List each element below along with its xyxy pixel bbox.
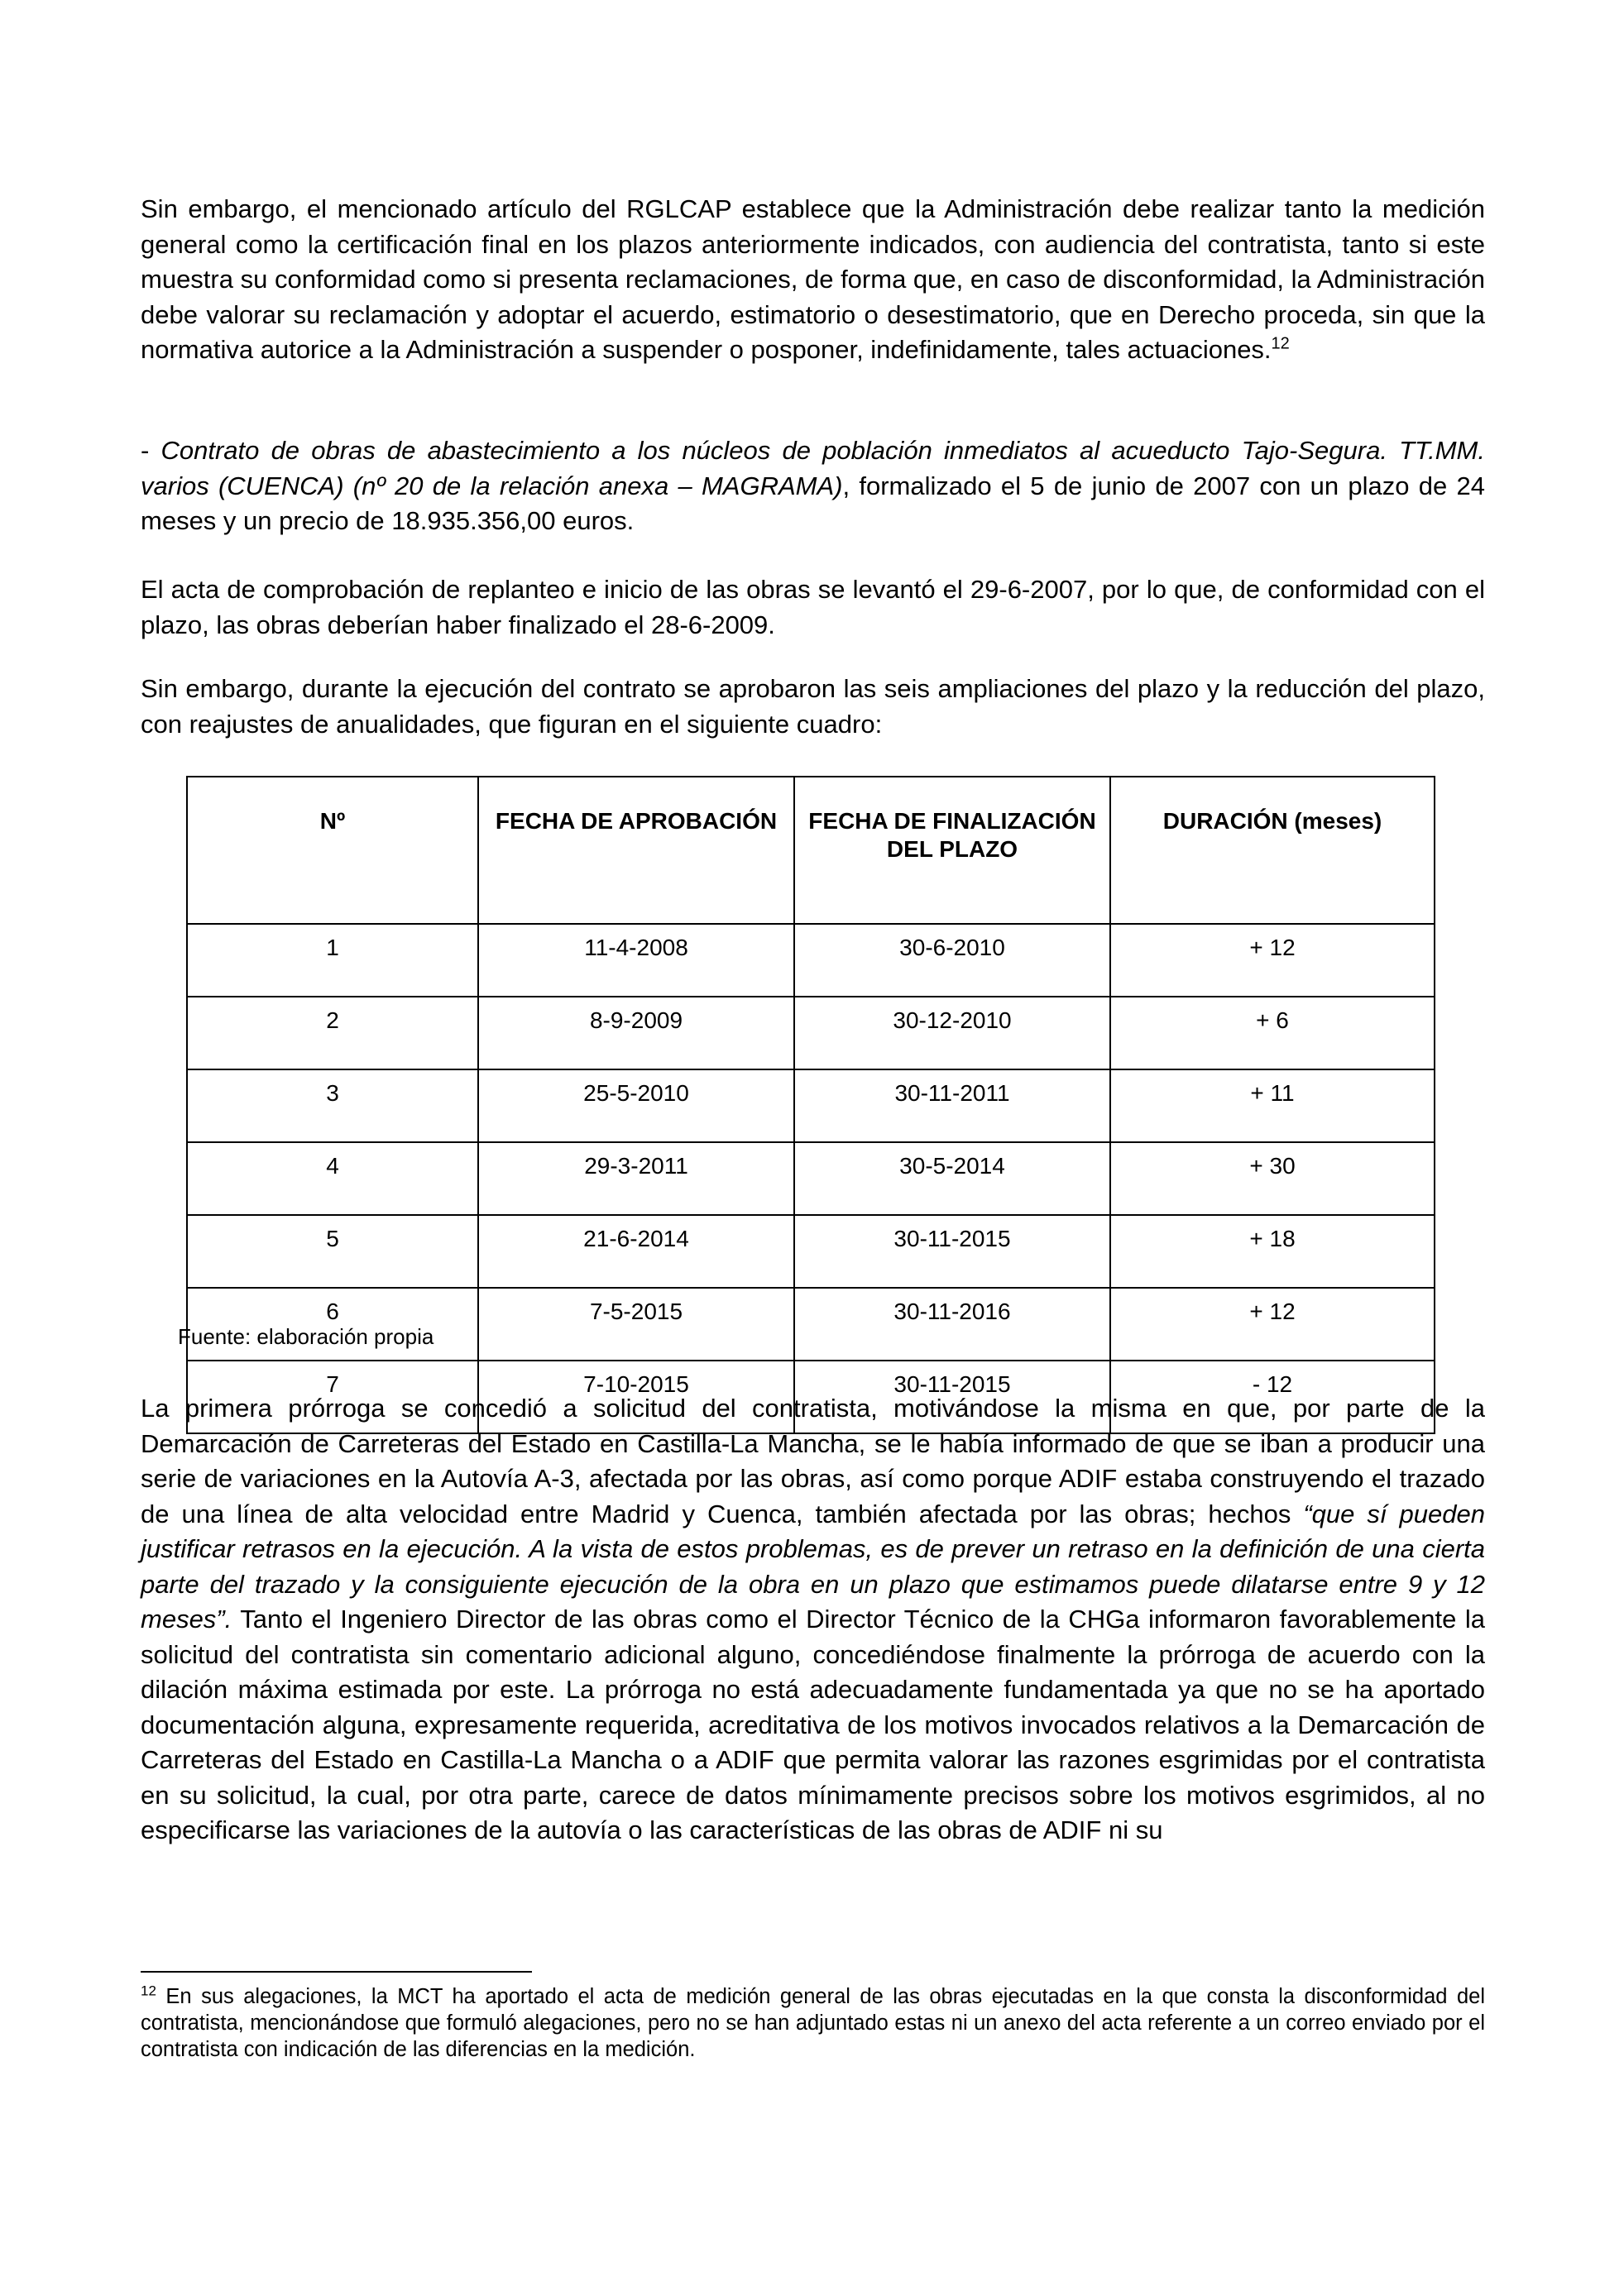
cell-fecha-finalizacion: 30-11-2016 — [794, 1288, 1110, 1361]
table-source-note: Fuente: elaboración propia — [178, 1324, 434, 1349]
cell-duracion: + 12 — [1110, 924, 1435, 997]
paragraph-ampliaciones: Sin embargo, durante la ejecución del contrato se aprobaron las seis ampliaciones del plazo y la reducción del plazo, con reajustes de anualidades, que figuran en el siguiente cuadro: — [141, 674, 1485, 739]
cell-numero: 1 — [187, 924, 478, 997]
footnote-separator — [141, 1971, 532, 1973]
paragraph-contract-heading — [141, 433, 1485, 539]
footnote-reference: 12 — [1271, 334, 1290, 353]
table-row — [187, 1069, 1435, 1142]
cell-fecha-aprobacion: 7-5-2015 — [478, 1288, 794, 1361]
cell-duracion: + 30 — [1110, 1142, 1435, 1215]
cell-fecha-aprobacion: 7-10-2015 — [478, 1361, 794, 1433]
paragraph-prefix: - — [141, 436, 161, 465]
cell-fecha-finalizacion: 30-12-2010 — [794, 997, 1110, 1069]
cell-numero: 5 — [187, 1215, 478, 1288]
paragraph-primera-prorroga — [141, 1391, 1485, 1849]
cell-numero: 6 — [187, 1288, 478, 1361]
cell-duracion: + 12 — [1110, 1288, 1435, 1361]
header-fecha-aprobacion: FECHA DE APROBACIÓN — [478, 777, 794, 924]
cell-numero: 3 — [187, 1069, 478, 1142]
table-row — [187, 1215, 1435, 1288]
table-row — [187, 924, 1435, 997]
paragraph-text: , formalizado el 5 de junio de 2007 con un plazo de 24 meses y un precio de 18.935.356,00 euros. — [141, 471, 1485, 535]
paragraph-text: La primera prórroga se concedió a solicitud del contratista, motivándose la misma en que, por parte de la Demarcación de Carreteras del Estado en Castilla-La Mancha, se le había informado de que se iban a producir una serie de variaciones en la Autovía A-3, afectada por las obras, así como porque ADIF estaba construyendo el trazado de una línea de alta velocidad entre Madrid y Cuenca, también afectada por las obras; hechos — [141, 1394, 1485, 1528]
header-duracion: DURACIÓN (meses) — [1110, 777, 1435, 924]
paragraph-rglcap — [141, 192, 1485, 368]
cell-fecha-aprobacion: 11-4-2008 — [478, 924, 794, 997]
cell-fecha-aprobacion: 25-5-2010 — [478, 1069, 794, 1142]
footnote-number: 12 — [141, 1983, 156, 1999]
header-numero: Nº — [187, 777, 478, 924]
footnote-text: En sus alegaciones, la MCT ha aportado el acta de medición general de las obras ejecutadas en la que consta la disconformidad del contratista, mencionándose que formuló alegaciones, pero no se han adjuntado estas ni un anexo del acta referente a un correo enviado por el contratista con indicación de las diferencias en la medición. — [141, 1985, 1485, 2061]
paragraph-text: Sin embargo, el mencionado artículo del RGLCAP establece que la Administración debe realizar tanto la medición general como la certificación final en los plazos anteriormente indicados, con audiencia del contratista, tanto si este muestra su conformidad como si presenta reclamaciones, de forma que, en caso de disconformidad, la Administración debe valorar su reclamación y adoptar el acuerdo, estimatorio o desestimatorio, que en Derecho proceda, sin que la normativa autorice a la Administración a suspender o posponer, indefinidamente, tales actuaciones. — [141, 194, 1485, 364]
cell-fecha-finalizacion: 30-11-2015 — [794, 1215, 1110, 1288]
cell-fecha-finalizacion: 30-11-2015 — [794, 1361, 1110, 1433]
cell-fecha-finalizacion: 30-11-2011 — [794, 1069, 1110, 1142]
cell-numero: 4 — [187, 1142, 478, 1215]
cell-duracion: + 18 — [1110, 1215, 1435, 1288]
cell-fecha-aprobacion: 29-3-2011 — [478, 1142, 794, 1215]
cell-duracion: + 6 — [1110, 997, 1435, 1069]
cell-fecha-finalizacion: 30-5-2014 — [794, 1142, 1110, 1215]
paragraph-quote: “que sí pueden justificar retrasos en la ejecución. A la vista de estos problemas, es de prever un retraso en la definición de una cierta parte del trazado y la consiguiente ejecución de la obra en un plazo que estimamos puede dilatarse entre 9 y 12 meses”. — [141, 1499, 1486, 1634]
paragraph-text: Tanto el Ingeniero Director de las obras como el Director Técnico de la CHGa informaron favorablemente la solicitud del contratista sin comentario adicional alguno, concediéndose finalmente la prórroga de acuerdo con la dilación máxima estimada por este. La prórroga no está adecuadamente fundamentada ya que no se ha aportado documentación alguna, expresamente requerida, acreditativa de los motivos invocados relativos a la Demarcación de Carreteras del Estado en Castilla-La Mancha o a ADIF que permita valorar las razones esgrimidas por el contratista en su solicitud, la cual, por otra parte, carece de datos mínimamente precisos sobre los motivos esgrimidos, al no especificarse las variaciones de la autovía o las características de las obras de ADIF ni su — [141, 1605, 1485, 1844]
table-row — [187, 1142, 1435, 1215]
cell-fecha-aprobacion: 8-9-2009 — [478, 997, 794, 1069]
header-fecha-finalizacion: FECHA DE FINALIZACIÓN DEL PLAZO — [794, 777, 1110, 924]
cell-duracion: - 12 — [1110, 1361, 1435, 1433]
cell-numero: 2 — [187, 997, 478, 1069]
cell-fecha-aprobacion: 21-6-2014 — [478, 1215, 794, 1288]
table-header-row — [187, 777, 1435, 924]
table-row — [187, 997, 1435, 1069]
cell-numero: 7 — [187, 1361, 478, 1433]
footnote — [141, 1983, 1485, 2063]
cell-fecha-finalizacion: 30-6-2010 — [794, 924, 1110, 997]
cell-duracion: + 11 — [1110, 1069, 1435, 1142]
contract-title: Contrato de obras de abastecimiento a los núcleos de población inmediatos al acueducto Tajo-Segura. TT.MM. varios (CUENCA) (nº 20 de la relación anexa – MAGRAMA) — [141, 436, 1485, 500]
paragraph-acta-replanteo: El acta de comprobación de replanteo e inicio de las obras se levantó el 29-6-2007, por lo que, de conformidad con el plazo, las obras deberían haber finalizado el 28-6-2009. — [141, 575, 1485, 639]
